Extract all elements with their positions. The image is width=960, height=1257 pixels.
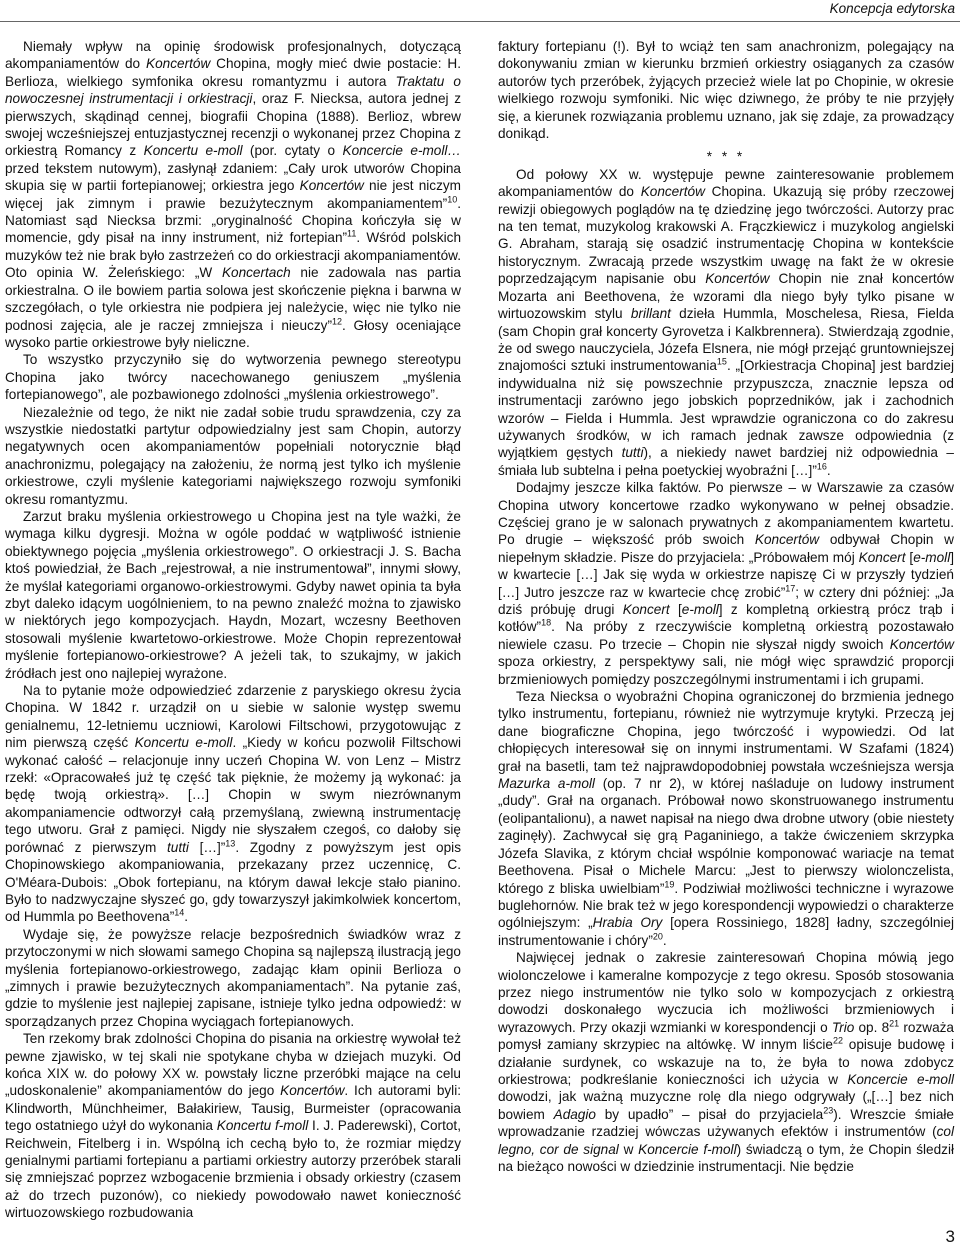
- paragraph: [5, 926, 461, 1030]
- text-run: Ten rzekomy brak zdolności Chopina do pisania na orkiestrę wywołał też pewne zjawisko, w tej skali nie spotykane chyba w dziejach muzyki. Od końca XIX w. do połowy XX w. powstały liczne przeróbki mające na celu „udoskonalenie” akompaniamentów do jego: [5, 1031, 461, 1099]
- text-run: Dodajmy jeszcze kilka faktów. Po pierwsze – w Warszawie za czasów Chopina utwory koncertowe rzadko wykonywano w pełnej obsadzie. Częściej grano je w salonach prywatnych z akompaniamentem kwartetu. Po drugie – większość prób swoich: [498, 480, 954, 548]
- italic-text: Koncertów: [889, 636, 954, 652]
- footnote-ref: 10: [447, 194, 458, 205]
- text-run: Niemały wpływ na opinię środowisk profesjonalnych, dotyczącą akompaniamentów do: [5, 39, 461, 72]
- italic-text: Koncert: [858, 549, 906, 565]
- text-run: nie jest niczym więcej jak zimnym i prawie bezużytecznym akompaniamentem”: [5, 178, 461, 211]
- text-run: rozważa pomysł zamiany skrzypiec na altówkę. W innym liście: [498, 1019, 954, 1053]
- italic-text: Koncertu e-moll: [134, 735, 233, 751]
- italic-text: Koncertów: [146, 56, 211, 72]
- text-run: . Wśród polskich muzyków też nie brak było zastrzeżeń co do orkiestracji akompaniamentów. Oto opinia W. Żeleńskiego: „W: [5, 230, 462, 281]
- italic-text: Adagio: [553, 1106, 596, 1122]
- italic-text: Traktatu o nowoczesnej instrumentacji i orkiestracji: [5, 73, 461, 107]
- right-column-before: [498, 38, 954, 142]
- running-header: [0, 0, 960, 22]
- paragraph: [5, 682, 461, 926]
- paragraph: [498, 949, 954, 1175]
- text-run: […]”: [188, 839, 226, 855]
- footnote-ref: 14: [174, 907, 185, 918]
- italic-text: tutti: [167, 839, 189, 855]
- text-run: . Natomiast sąd Niecksa brzmi: „oryginalność Chopina kończyła się w momencie, gdy pisał na inny instrument, niż fortepian”: [5, 195, 461, 246]
- paragraph: [5, 351, 461, 403]
- italic-text: Trio: [831, 1019, 855, 1035]
- italic-text: Koncercie e-moll…: [342, 143, 461, 159]
- page-number: 3: [945, 1227, 955, 1246]
- text-run: w: [618, 1141, 639, 1157]
- text-run: Chopin nie znał koncertów Mozarta ani Beethovena, że wzorami dla niego były tylko pisane w wirtuozowskim stylu: [498, 271, 954, 322]
- footnote-ref: 22: [832, 1035, 843, 1046]
- italic-text: Mazurka a-moll: [498, 776, 595, 792]
- text-run: (op. 7 nr 2), w której naśladuje on ludowy instrument „dudy”. Grał na organach. Próbował nowo skonstruowanego instrumentu (eolipantalionu), a nawet napisał na niego dwa drobne utwory (obie niestety zaginęły). Zachwycał się grą Paganiniego, a także ćwiczeniem skrzypka Józefa Slavika, z którym chciał wspólnie komponować wariacje na temat Beethovena. Pisał o Michele Marcu: „Jest to pierwszy wiolonczelista, którego z bliska uwielbiam”: [498, 776, 954, 896]
- text-run: (por. cytaty o: [242, 143, 343, 159]
- text-run: . Zgodny z powyższym jest opis Chopinowskiego akompaniowania, przekazany przez uczennicę, C. O'Méara-Dubois: „Obok fortepianu, na którym dawał lekcje stało pianino. Było to nadzwyczajne słyszeć go, gdy towarzyszył jakimkolwiek koncertom, od Hummla po Beethovena”: [5, 839, 461, 925]
- text-run: [: [669, 602, 682, 617]
- paragraph: [5, 38, 461, 351]
- text-run: dzieła Hummla, Moschelesa, Riesa, Fielda (sam Chopin grał koncerty Gyrovetza i Kalkbrennera). Stwierdzają zgodnie, że od swego nauczyciela, Józefa Elsnera, nie mógł przejąć gruntowniejszej znajomości sztuki instrumentowania: [498, 306, 954, 374]
- italic-text: Koncertów: [640, 184, 705, 200]
- text-run: Wydaje się, że powyższe relacje bezpośrednich świadków wraz z przytoczonymi w nich słowami samego Chopina są najlepszą ilustracją jego myślenia fortepianowo-orkiestrowego, zadając kłam opinii Berlioza o „zimnych i prawie bezużytecznych akompaniamentach”. Na pytanie zaś, gdzie to myślenie jest najlepiej zapisane, istnieje tylko jedna odpowiedź: w sporządzanych przez Chopina wyciągach fortepianowych.: [5, 926, 461, 1029]
- text-run: To wszystko przyczyniło się do wytworzenia pewnego stereotypu Chopina jako twórcy nacechowanego geniuszem „myślenia fortepianowego”, ale pozbawionego zdolności „myślenia orkiestrowego”.: [5, 352, 461, 403]
- italic-text: e-moll: [681, 602, 719, 617]
- text-run: spoza orkiestry, z perspektywy sali, nie mógł więc sprawdzić proporcji brzmieniowych pomiędzy poszczególnymi instrumentami i ich grupami.: [498, 654, 954, 687]
- right-column: [498, 38, 954, 1203]
- text-run: op. 8: [854, 1019, 890, 1035]
- text-run: . Ich autorami byli: Klindworth, Münchheimer, Bałakiriew, Tausig, Burmeister (opracowania tego ostatniego użył do wykonania: [5, 1083, 461, 1134]
- italic-text: Koncercie e-moll: [847, 1071, 954, 1087]
- footnote-ref: 18: [541, 617, 552, 628]
- paragraph: [498, 479, 954, 688]
- footnote-ref: 15: [716, 356, 727, 367]
- text-run: ), a niekiedy nawet bardziej niż odpowiednia – śmiała lub subtelna i pełna poetyckiej wyobraźni […]”: [498, 445, 954, 478]
- paragraph: [5, 1030, 461, 1221]
- italic-text: Koncertów: [754, 532, 820, 548]
- paragraph: [498, 166, 954, 479]
- italic-text: Koncertu e-moll: [143, 143, 243, 159]
- text-run: ). Wreszcie śmiałe wprowadzanie rzadziej wówczas używanych efektów i instrumentów (: [498, 1106, 954, 1140]
- text-run: opisuje budowę i działanie surdynek, co wskazuje na to, że była to nowa zdobycz orkiestrowa; podkreślanie konieczności ich użycia w: [498, 1037, 955, 1087]
- text-run: I. J. Paderewski), Cortot, Reichwein, Fitelberg i in. Wspólną ich cechą było to, że rozmiar między genialnymi partiami fortepianu a partiami orkiestry autorzy przeróbek starali się zmniejszać poprzez wzbogacenie brzmienia i obsady orkiestry (czasem aż do trzech puzonów), co niekiedy powodowało nawet konieczność wirtuozowskiego rozbudowania: [5, 1118, 461, 1221]
- text-run: Chopina, mogły mieć dwie postacie: H. Berlioza, wielkiego symfonika okresu romantyzmu i autora: [5, 56, 462, 89]
- text-run: Od połowy XX w. występuje pewne zainteresowanie problemem akompaniamentów do: [498, 166, 954, 200]
- footnote-ref: 12: [331, 315, 342, 326]
- text-run: .: [826, 462, 831, 478]
- footnote-ref: 19: [664, 878, 675, 889]
- footnote-ref: 17: [785, 583, 796, 594]
- text-run: [: [905, 549, 914, 565]
- footnote-ref: 13: [225, 838, 236, 849]
- left-column: [5, 38, 462, 1221]
- italic-text: Hrabia Ory: [592, 915, 663, 931]
- text-run: przed tekstem nutowym), zasłynął zdaniem: „Cały urok utworów Chopina skupia się w partii fortepianowej; orkiestra jego: [5, 160, 461, 194]
- text-run: ) świadczą o tym, że Chopin śledził na bieżąco nowości w dziedzinie instrumentacji. Nie będzie: [498, 1141, 955, 1174]
- section-separator: * * *: [706, 149, 746, 165]
- text-run: ; w cztery dni później: „Ja dziś próbuję drugi: [498, 584, 954, 617]
- italic-text: col legno, cor de signal: [498, 1124, 954, 1157]
- paragraph: [5, 404, 461, 508]
- text-run: , oraz F. Niecksa, autora jednej z pierwszych, skądinąd cennej, biografii Chopina (1888). Berlioz, wbrew swojej wcześniejszej entuzjastycznej recenzji o wykonanej przez Chopina z orkiestrą Romancy z: [5, 91, 461, 159]
- text-run: Najwięcej jednak o zakresie zainteresowań Chopina mówią jego wiolonczelowe i kameralne kompozycje z tego okresu. Sposób stosowania przez niego instrumentów nie tylko solo w kompozycjach z orkiestrą dowodzi doskonałego wyczucia ich możliwości brzmieniowych i wyrazowych. Przy okazji wzmianki w korespondencji o: [498, 950, 954, 1035]
- italic-text: Koncertów: [705, 271, 770, 287]
- text-run: odbywał Chopin w niepełnym składzie. Pisze do przyjaciela: „Próbowałem mój: [498, 532, 954, 565]
- text-run: Zarzut braku myślenia orkiestrowego u Chopina jest na tyle ważki, że wymaga kilku dygresji. Można w ogóle poddać w wątpliwość istnienie obiektywnego pojęcia „myślenia orkiestrowego”. O orkiestracji J. S. Bacha ktoś powiedział, że Bach „rejestrował, a nie instrumentował”, innymi słowy, że myślał kategoriami organowo-orkiestrowymi. Gdyby nawet opinia ta była zbyt daleko idącym uogólnieniem, to na pewno znaleźć można to zjawisko w niektórych jego kompozycjach. Haydn, Mozart, wczesny Beethoven stosowali myślenie kwartetowo-orkiestrowe. Może Chopin reprezentował myślenie fortepianowo-orkiestrowe? A jeżeli tak, to szukajmy, w jakich źródłach jest ono najlepiej wyrażone.: [5, 508, 461, 681]
- footnote-ref: 20: [652, 931, 663, 942]
- running-header-title: Koncepcja edytorska: [829, 1, 955, 16]
- italic-text: Koncertu f-moll: [216, 1118, 309, 1134]
- italic-text: tutti: [621, 445, 644, 461]
- footnote-ref: 11: [347, 228, 357, 239]
- italic-text: Koncertów: [280, 1083, 345, 1099]
- italic-text: Koncertów: [299, 178, 364, 194]
- footnote-ref: 23: [823, 1105, 834, 1116]
- text-run: dowodzi, jak ważną muzyczne rolę dla niego odgrywały („[…] bez nich bowiem: [498, 1089, 954, 1122]
- footnote-ref: 16: [816, 461, 827, 472]
- text-run: .: [184, 909, 189, 925]
- italic-text: Koncertach: [221, 265, 291, 281]
- text-run: . Na próby z rzeczywiście kompletną orkiestrą pozostawało niewiele czasu. Po trzecie – Chopin nie słyszał nigdy swoich: [498, 619, 954, 652]
- paragraph: [5, 508, 461, 682]
- text-run: Niezależnie od tego, że nikt nie zadał sobie trudu sprawdzenia, czy za wszystkie niedostatki partytur odpowiedzialny jest sam Chopin, autorzy negatywnych ocen akompaniamentów popełniali notorycznie błąd anachronizmu, polegający na założeniu, że normą jest tylko ich myślenie orkiestrowe, czyli myślenie kategoriami największego rozwoju symfoniki okresu romantyzmu.: [5, 404, 461, 507]
- text-run: ] z kompletną orkiestrą prócz trąb i kotłów”: [498, 602, 954, 635]
- text-run: [opera Rossiniego, 1828] ładny, szczególniej instrumentowanie i chóry”: [498, 915, 955, 948]
- text-run: faktury fortepianu (!). Był to wciąż ten sam anachronizm, polegający na dokonywaniu zmian w kierunku brzmień orkiestry osiąganych za czasów autorów tych przeróbek, żyjących przecież wiele lat po Chopinie, w okresie wielkiego rozwoju symfoniki. Nic więc dziwnego, że próby te nie przyjęły się, a kierunek rozwiązania problemu uznano, jak się zdaje, za prowadzący donikąd.: [498, 39, 954, 142]
- text-run: Na to pytanie może odpowiedzieć zdarzenie z paryskiego okresu życia Chopina. W 1842 r. urządził on u siebie w salonie występ swemu genialnemu, 12-letniemu uczniowi, Karolowi Filtschowi, przygotowując z nim pierwszą część: [5, 683, 461, 751]
- paragraph: [498, 38, 954, 142]
- italic-text: Koncert: [622, 602, 670, 617]
- text-run: . Podziwiał możliwości techniczne i wyrazowe buglehornów. Nie brak też w jego korespondencji wypowiedzi o charakterze ogólniejszym: „: [498, 880, 954, 931]
- footnote-ref: 21: [889, 1018, 900, 1029]
- text-run: .: [662, 932, 667, 948]
- paragraph: [498, 688, 954, 949]
- text-run: . Głosy oceniające wysoko partie orkiestrowe były nieliczne.: [5, 317, 462, 350]
- text-run: . „[Orkiestracja Chopina] jest bardziej indywidualna niż się powszechnie przypuszcza, znacznie lepsza od instrumentacji zarówno jego jobskich poprzedników, jak i zachodnich wzorów – Fielda i Hummla. Jest wprawdzie ograniczona co do zakresu używanych środków, w ich ramach jednak zawsze odpowiednia (z wyjątkiem gęstych: [498, 358, 954, 461]
- text-run: nie zadowala nas partia orkiestralna. O ile bowiem partia solowa jest skończenie piękna i barwna w szczegółach, o tyle orkiestra nie podpiera jej należycie, więc nie tylko nie podnosi zajęcia, ale je raczej zmniejsza i nieuczy”: [5, 265, 461, 333]
- text-run: by upadło” – pisał do przyjaciela: [595, 1106, 824, 1122]
- italic-text: e-moll: [913, 549, 951, 565]
- italic-text: brillant: [630, 306, 671, 322]
- text-run: . „Kiedy w końcu pozwolił Filtschowi wykonać całość – relacjonuje inny uczeń Chopina W. von Lenz – Mistrz rzekł: «Opracowałeś już tę część tak pięknie, że możemy ją wykonać: ja będę twoją orkiestrą». […] Chopin w swym niezrównanym akompaniamencie odtworzył całą przemyślaną, zwiewną instrumentację tego utworu. Grał z pamięci. Nigdy nie słyszałem czegoś, co dałoby się porównać z pierwszym: [5, 735, 462, 855]
- text-run: ] w kwartecie […] Jak się wyda w orkiestrze napiszę Ci w przyszły tydzień […] Jutro jeszcze raz w kwartecie chcę zrobić”: [498, 549, 954, 600]
- text-run: Teza Niecksa o wyobraźni Chopina ograniczonej do brzmienia jednego tylko instrumentu, fortepianu, również nie wytrzymuje krytyki. Przeczą jej dane biograficzne Chopina, jego twórczość i wypowiedzi. Od lat chłopięcych interesował się on innymi instrumentami. W Szafami (1824) grał na basetli, tam też najprawdopodobniej powstała wcześniejsza wersja: [498, 689, 954, 774]
- right-column-after: [498, 166, 954, 1176]
- text-run: Chopina. Ukazują się próby rzeczowej rewizji obiegowych poglądów na tę dziedzinę jego twórczości. Autorzy prac na ten temat, muzykolog krakowski A. Frączkiewicz i muzykolog angielski G. Abraham, starają się osadzić instrumentację Chopina w kontekście historycznym. Zwracają przede wszystkim uwagę na fakt że w okresie poprzedzającym napisanie obu: [498, 184, 954, 287]
- italic-text: Koncercie f-moll: [638, 1141, 737, 1157]
